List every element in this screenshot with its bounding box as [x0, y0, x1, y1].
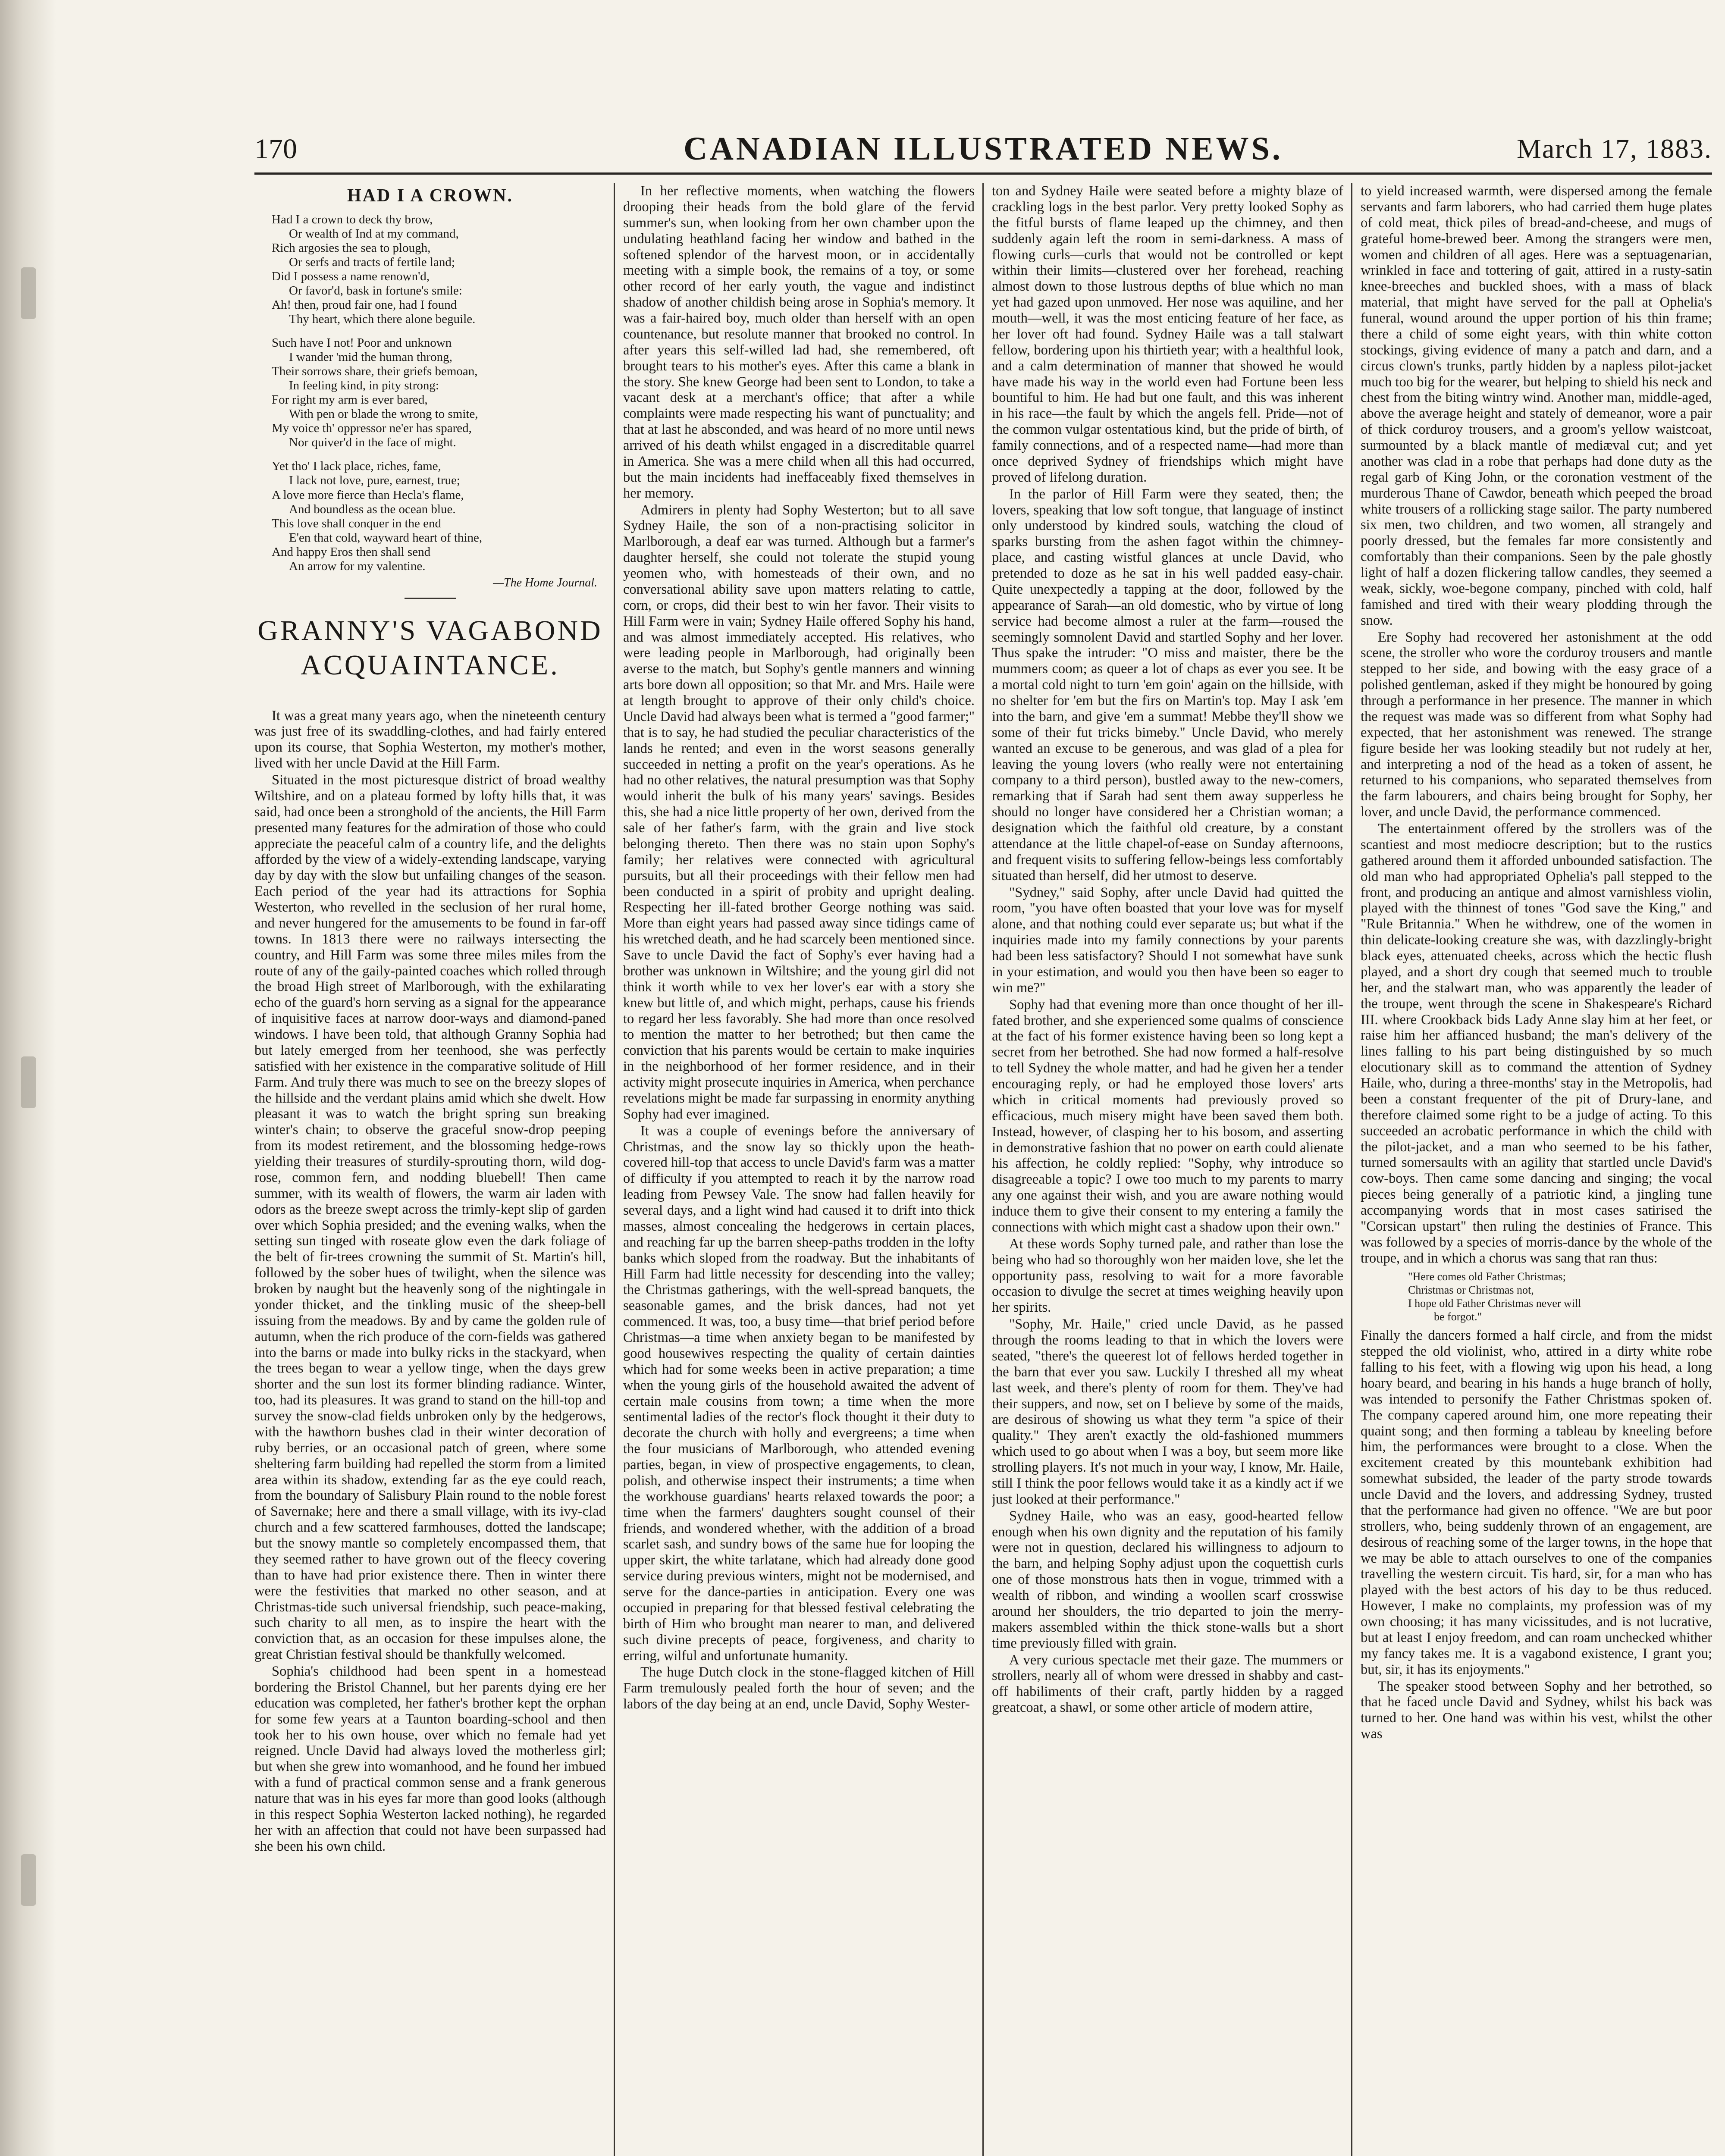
paragraph: ton and Sydney Haile were seated before a mighty blaze of crackling logs in the best parlor. Very pretty looked Sophy as the fitful bursts of flame leaped up the chimney, and then suddenly again left the room in semi-darkness. A mass of flowing curls—curls that would not be controlled or kept within their limits—clustered over her forehead, reaching almost down to those lustrous depths of blue which no man yet had gazed upon unmoved. Her nose was aquiline, and her mouth—well, it was the most enticing feature of her face, as her lover oft had found. Sydney Haile was a tall stalwart fellow, bordering upon his thirtieth year; with a healthful look, and a calm determination of manner that showed he would have made his way in the world even had Fortune been less bountiful to him. He had but one fault, and this was inherent in his race—the fault by which the angels fell. Pride—not of the common vulgar ostentatious kind, but the pride of birth, of family connections, and of a respected name—had more than once deprived Sydney of friendships which might have proved of lifelong duration. [992, 183, 1343, 485]
poem-line: Nor quiver'd in the face of might. [289, 436, 456, 450]
paragraph: to yield increased warmth, were dispersed among the female servants and farm laborers, who had carried them huge plates of cold meat, thick piles of bread-and-cheese, and mugs of grateful home-brewed beer. Among the strangers were men, women and children of all ages. Here was a septuagenarian, wrinkled in face and tottering of gait, attired in a rusty-satin knee-breeches and buckled shoes, with a mass of black material, that might have served for the pall at Ophelia's funeral, wound around the upper portion of his thin frame; there a child of some eight years, with thin white cotton stockings, giving evidence of many a patch and darn, and a circus clown's trunks, partly hidden by a napless pilot-jacket much too big for the wearer, but helping to shield his neck and chest from the biting wintry wind. Another man, middle-aged, above the average height and stately of demeanor, wore a pair of thick corduroy trousers, and a groom's yellow waistcoat, surmounted by a black mantle of mediæval cut; and yet another was clad in a robe that perhaps had done duty as the regal garb of King John, or the coronation vestment of the murderous Thane of Cawdor, beneath which peeped the broad white trousers of a rollicking stage sailor. The party numbered six men, two children, and two women, all strangely and poorly dressed, but the females far more consistently and comfortably than their companions. Seen by the pale ghostly light of half a dozen flickering tallow candles, they seemed a weak, sickly, woe-begone company, pinched with cold, half famished and tired with their weary plodding through the snow. [1361, 183, 1712, 628]
binding-mark [21, 1056, 36, 1108]
poem-line: A love more fierce than Hecla's flame, [272, 488, 464, 502]
poem-line: And happy Eros then shall send [272, 545, 431, 559]
poem-line: Yet tho' I lack place, riches, fame, [272, 459, 441, 473]
paragraph: The speaker stood between Sophy and her betrothed, so that he faced uncle David and Sydney, whilst his back was turned to her. One hand was within his vest, whilst the other was [1361, 1678, 1712, 1742]
column-rule [614, 183, 615, 2156]
story-title-line: GRANNY'S VAGABOND [257, 614, 603, 646]
paragraph: Finally the dancers formed a half circle, and from the midst stepped the old violinist, who, attired in a dirty white robe falling to his feet, with a flowing wig upon his head, a long hoary beard, and bearing in his hands a huge branch of holly, was intended to personify the Father Christmas spoken of. The company capered around him, one more repeating their quaint song; and then forming a tableau by kneeling before him, the performances were brought to a close. When the excitement created by this mountebank exhibition had somewhat subsided, the leader of the party strode towards uncle David and the lovers, and addressing Sydney, trusted that the performance had given no offence. "We are but poor strollers, who, being suddenly thrown of an engagement, are desirous of reaching some of the larger towns, in the hope that we may be able to attach ourselves to one of the companies travelling the western circuit. Tis hard, sir, for a man who has played with the best actors of his day to be thus reduced. However, I make no complaints, my profession was of my own choosing; it has many vicissitudes, and is not lucrative, but at least I enjoy freedom, and can roam unchecked whither my fancy takes me. It is a vagabond existence, I grant you; but, sir, it has its enjoyments." [1361, 1328, 1712, 1677]
column-1 [254, 183, 606, 2156]
newspaper-page [254, 125, 1712, 2156]
paragraph: Situated in the most picturesque district of broad wealthy Wiltshire, and on a plateau formed by lofty hills that, it was said, had once been a stronghold of the ancients, the Hill Farm presented many features for the admiration of those who could appreciate the peaceful calm of a country life, and the delights afforded by the view of a widely-extending landscape, varying day by day with the slow but unfailing changes of the season. Each period of the year had its attractions for Sophia Westerton, who revelled in the seclusion of her rural home, and never hungered for the amusements to be found in far-off towns. In 1813 there were no railways intersecting the country, and Hill Farm was some three miles miles from the route of any of the gaily-painted coaches which rolled through the broad High street of Marlborough, with the exhilarating echo of the guard's horn serving as a signal for the appearance of inquisitive faces at narrow door-ways and diamond-paned windows. I have been told, that although Granny Sophia had but lately emerged from her teenhood, she was perfectly satisfied with her existence in the comparative solitude of Hill Farm. And truly there was much to see on the breezy slopes of the hillside and the verdant plains amid which she dwelt. How pleasant it was to watch the bright spring sun breaking winter's chain; to observe the graceful snow-drop peeping from its modest retirement, and the blossoming hedge-rows yielding their treasures of sturdily-sprouting thorn, wild dog-rose, common fern, and nodding bluebell! Then came summer, with its wealth of flowers, the warm air laden with odors as the breeze swept across the trimly-kept slip of garden over which Sophia presided; and the evening walks, when the setting sun tinged with roseate glow even the dark foliage of the belt of fir-trees crowning the summit of St. Martin's hill, followed by the sober hues of twilight, when the silence was broken by naught but the heavenly song of the nightingale in yonder thicket, and the tinkling music of the sheep-bell issuing from the meadows. By and by came the golden rule of autumn, when the rich produce of the corn-fields was gathered into the barns or made into bulky ricks in the stackyard, when the trees began to wear a yellow tinge, when the days grew shorter and the sun lost its former blinding radiance. Winter, too, had its pleasures. It was grand to stand on the hill-top and survey the snow-clad fields unbroken only by the hedgerows, with the hawthorn bushes clad in their winter decoration of ruby berries, or an occasional patch of green, where some sheltering farm building had repelled the storm from a limited area within its shadow, extending far as the eye could reach, from the boundary of Salisbury Plain round to the noble forest of Savernake; here and there a small village, with its ivy-clad church and a few scattered farmhouses, dotted the landscape; but the snowy mantle so completely encompassed them, that they seemed rather to have grown out of the fleecy covering than to have had prior existence there. Then in winter there were the festivities that marked no other season, and at Christmas-tide such universal friendship, such peace-making, such charity to all men, as to inspire the heart with the conviction that, as an occasion for these impulses alone, the great Christian festival should be thankfully welcomed. [254, 772, 606, 1663]
verse-line: I hope old Father Christmas never will [1408, 1297, 1581, 1310]
verse-line: "Here comes old Father Christmas; [1408, 1270, 1566, 1283]
poem-line: And boundless as the ocean blue. [289, 502, 456, 516]
poem-line: Their sorrows share, their griefs bemoan, [272, 364, 478, 379]
poem-line: I wander 'mid the human throng, [289, 350, 452, 364]
paragraph: It was a couple of evenings before the anniversary of Christmas, and the snow lay so thickly upon the heath-covered hill-top that access to uncle David's farm was a matter of difficulty if you attempted to reach it by the narrow road leading from Pewsey Vale. The snow had fallen heavily for several days, and a light wind had caused it to drift into thick masses, almost concealing the hedgerows in certain places, and reaching far up the barren sheep-paths trodden in the lofty banks which sloped from the roadway. But the inhabitants of Hill Farm had little necessity for descending into the valley; the Christmas gatherings, with the well-spread banquets, the seasonable games, and the brisk dances, had not yet commenced. It was, too, a busy time—that brief period before Christmas—a time when anxiety began to be manifested by good housewives respecting the quality of certain dainties which had for some weeks been in active preparation; a time when the young girls of the household awaited the advent of certain male cousins from town; a time when the more sentimental ladies of the rector's flock thought it their duty to decorate the church with holly and evergreens; a time when the four musicians of Marlborough, who attended evening parties, began, in view of prospective engagements, to clean, polish, and otherwise inspect their instruments; a time when the workhouse guardians' hearts relaxed towards the poor; a time when the farmers' daughters sought counsel of their friends, and wondered whether, with the addition of a broad scarlet sash, and sundry bows of the same hue for looping the upper skirt, the white tarlatane, which had already done good service during previous winters, might not be modernised, and serve for the dance-parties in anticipation. Every one was occupied in preparing for that blessed festival celebrating the birth of Him who brought man nearer to man, and delivered such divine precepts of peace, forgiveness, and charity to erring, wilful and unfortunate humanity. [623, 1123, 975, 1664]
column-rule [1351, 183, 1352, 2156]
paragraph: The huge Dutch clock in the stone-flagged kitchen of Hill Farm tremulously pealed forth the hour of seven; and the labors of the day being at an end, uncle David, Sophy Wester- [623, 1664, 975, 1712]
section-divider [405, 598, 456, 599]
paragraph: At these words Sophy turned pale, and rather than lose the being who had so thoroughly won her maiden love, she let the opportunity pass, resolving to wait for a more favorable occasion to divulge the secret at times weighing heavily upon her spirits. [992, 1236, 1343, 1316]
poem-line: Or favor'd, bask in fortune's smile: [289, 283, 462, 298]
story-title-line: ACQUAINTANCE. [301, 649, 560, 681]
column-3 [992, 183, 1343, 2156]
poem-line: My voice th' oppressor ne'er has spared, [272, 421, 472, 436]
poem-line: With pen or blade the wrong to smite, [289, 407, 478, 421]
poem-line: Did I possess a name renown'd, [272, 269, 430, 283]
poem-line: Had I a crown to deck thy brow, [272, 212, 433, 226]
page-header [254, 125, 1712, 175]
article-columns [254, 183, 1712, 2156]
column-rule [982, 183, 984, 2156]
poem-line: Thy heart, which there alone beguile. [289, 312, 476, 326]
poem-line: For right my arm is ever bared, [272, 393, 428, 407]
paragraph: Sophia's childhood had been spent in a homestead bordering the Bristol Channel, but her parents dying ere her education was completed, her father's brother kept the orphan for some few years at a Taunton boarding-school and then took her to his own house, over which no female had yet reigned. Uncle David had always loved the motherless girl; but when she grew into womanhood, and he found her imbued with a fund of practical common sense and a frank generous nature that was in his eyes far more than good looks (although in this respect Sophia Westerton lacked nothing), he regarded her with an affection that could not have been surpassed had she been his own child. [254, 1664, 606, 1854]
story-title [254, 614, 606, 683]
poem-line: E'en that cold, wayward heart of thine, [289, 530, 483, 545]
paragraph: A very curious spectacle met their gaze. The mummers or strollers, nearly all of whom were dressed in shabby and cast-off habiliments of their craft, partly hidden by a ragged greatcoat, a shawl, or some other article of modern attire, [992, 1652, 1343, 1716]
paragraph: The entertainment offered by the strollers was of the scantiest and most mediocre description; but to the rustics gathered around them it afforded unbounded satisfaction. The old man who had appropriated Ophelia's pall stepped to the front, and producing an antique and almost varnishless violin, played with the thinnest of tones "God save the King," and "Rule Britannia." When he withdrew, one of the women in thin delicate-looking creature she was, with dazzlingly-bright black eyes, attenuated cheeks, across which the hectic flush played, and a short dry cough that seemed much to trouble her, and the stalwart man, who was apparently the leader of the troupe, went through the scene in Shakespeare's Richard III. where Crookback bids Lady Anne slay him at her feet, or raise him her affianced husband; the man's delivery of the lines falling to his part being distinguished by so much elocutionary skill as to command the attention of Sydney Haile, who, during a three-months' stay in the Metropolis, had been a constant frequenter of the pit of Drury-lane, and therefore claimed some right to be a judge of acting. To this succeeded an acrobatic performance in which the child with the pilot-jacket, and a man who seemed to be his father, turned somersaults with an agility that startled uncle David's cow-boys. Then came some dancing and singing; the vocal pieces being generally of a patriotic kind, a jingling tune accompanying words that in most cases satirised the "Corsican upstart" then ruling the destinies of France. This was followed by a species of morris-dance by the whole of the troupe, and in which a chorus was sang that ran thus: [1361, 821, 1712, 1266]
paragraph: Sophy had that evening more than once thought of her ill-fated brother, and she experienced some qualms of conscience at the fact of his former existence having been so long kept a secret from her betrothed. She had now formed a half-resolve to tell Sydney the whole matter, and had he given her a tender encouraging reply, or had he employed those lovers' arts which in critical moments had previously proved so efficacious, much misery might have been saved them both. Instead, however, of clasping her to his bosom, and asserting in demonstrative fashion that no power on earth could alienate his affection, he coldly replied: "Sophy, why introduce so disagreeable a topic? I owe too much to my parents to marry any one against their wish, and you are aware nothing would induce them to give their consent to my entering a family the connections with which might cast a shadow upon their own." [992, 997, 1343, 1235]
paragraph: In her reflective moments, when watching the flowers drooping their heads from the bold glare of the fervid summer's sun, when looking from her own chamber upon the undulating heathland facing her window and bathed in the softened splendor of the harvest moon, or in accidentally meeting with a simple book, the remains of a toy, or some other record of her early youth, the vague and indistinct shadow of another childish being arose in Sophia's memory. It was a fair-haired boy, much older than herself with an open countenance, but resolute manner that brooked no control. In after years this self-willed lad had, she remembered, oft brought tears to his mother's eyes. After this came a blank in the story. She knew George had been sent to London, to take a vacant desk at a merchant's office; that after a while complaints were made respecting his want of punctuality; and that at last he absconded, and was heard of no more until news arrived of his death whilst engaged in a discreditable quarrel in America. She was a mere child when all this had occurred, but the main incidents had ineffaceably fixed themselves in her memory. [623, 183, 975, 501]
song-verse [1361, 1270, 1712, 1324]
poem-line: An arrow for my valentine. [289, 559, 426, 573]
poem-line: Or wealth of Ind at my command, [289, 226, 459, 241]
poem-line: Rich argosies the sea to plough, [272, 241, 431, 255]
binding-mark [21, 267, 36, 319]
paragraph: It was a great many years ago, when the nineteenth century was just free of its swaddling-clothes, and had fairly entered upon its course, that Sophia Westerton, my mother's mother, lived with her uncle David at the Hill Farm. [254, 708, 606, 771]
poem-line: Such have I not! Poor and unknown [272, 336, 452, 350]
column-2 [623, 183, 975, 2156]
verse-line: be forgot." [1434, 1310, 1482, 1323]
poem-line: I lack not love, pure, earnest, true; [289, 473, 460, 488]
poem-line: Or serfs and tracts of fertile land; [289, 255, 455, 269]
issue-date: March 17, 1883. [1516, 133, 1712, 164]
poem-title: HAD I A CROWN. [347, 186, 514, 206]
page-number: 170 [254, 133, 297, 165]
verse-line: Christmas or Christmas not, [1408, 1283, 1534, 1296]
paragraph: Sydney Haile, who was an easy, good-hearted fellow enough when his own dignity and the reputation of his family were not in question, declared his willingness to adjourn to the barn, and helping Sophy adjust upon the coquettish curls one of those monstrous hats then in vogue, trimmed with a wealth of ribbon, and winding a woollen scarf crosswise around her shoulders, the trio departed to join the merry-makers assembled within the thick stone-walls but a short time previously filled with grain. [992, 1508, 1343, 1651]
poem-line: Ah! then, proud fair one, had I found [272, 298, 457, 312]
paragraph: "Sydney," said Sophy, after uncle David had quitted the room, "you have often boasted that your love was for myself alone, and that nothing could ever separate us; but what if the inquiries made into my family connections by your parents had been less satisfactory? Should I not somewhat have sunk in your estimation, and would you then have been so eager to win me?" [992, 884, 1343, 996]
paragraph: Ere Sophy had recovered her astonishment at the odd scene, the stroller who wore the corduroy trousers and mantle stepped to her side, and bowing with the easy grace of a polished gentleman, asked if they might be honoured by going through a performance in her presence. The manner in which the request was made was so different from what Sophy had expected, that her astonishment was renewed. The strange figure beside her was looking steadily but not rudely at her, and interpreting a nod of the head as a token of assent, he returned to his companions, who separated themselves from the farm labourers, and chairs being brought for Sophy, her lover, and uncle David, the performance commenced. [1361, 629, 1712, 820]
poem-attribution: —The Home Journal. [493, 576, 597, 589]
poem-line: In feeling kind, in pity strong: [289, 379, 439, 393]
column-4 [1361, 183, 1712, 2156]
poem-body [254, 213, 606, 573]
paragraph: In the parlor of Hill Farm were they seated, then; the lovers, speaking that low soft tongue, that language of instinct only understood by kindred souls, watching the cloud of sparks bursting from the ashen fagot within the chimney-place, and casting wistful glances at uncle David, who pretended to doze as he sat in his well padded easy-chair. Quite unexpectedly a tapping at the door, followed by the appearance of Sarah—an old domestic, who by virtue of long service had become almost a ruler at the farm—roused the seemingly somnolent David and startled Sophy and her lover. Thus spake the intruder: "O miss and maister, there be the mummers coom; as queer a lot of chaps as ever you see. It be a mortal cold night to turn 'em goin' again on the hillside, with no shelter for 'em but the firs on Martin's top. May I ask 'em into the barn, and give 'em a summat! Mebbe they'll show we some of their fut tricks bimeby." Uncle David, who merely wanted an excuse to be generous, and was glad of a plea for leaving the young lovers (who really were not entertaining company to a third person), bustled away to the new-comers, remarking that if Sarah had sent them away supperless he should no longer have considered her a Christian woman; a designation which the faithful old creature, by a constant attendance at the little chapel-of-ease on Sunday afternoons, and frequent visits to suffering fellow-beings less comfortably situated than herself, did her utmost to deserve. [992, 486, 1343, 884]
masthead: CANADIAN ILLUSTRATED NEWS. [684, 131, 1283, 167]
binding-mark [21, 1854, 36, 1906]
paragraph: Admirers in plenty had Sophy Westerton; but to all save Sydney Haile, the son of a non-practising solicitor in Marlborough, a deaf ear was turned. Although but a farmer's daughter herself, she could not tolerate the stupid young yeomen who, with homesteads of their own, and no conversational ability save upon matters relating to cattle, corn, or crops, did their best to win her favor. Their visits to Hill Farm were in vain; Sydney Haile offered Sophy his hand, and was almost immediately accepted. His relatives, who were leading people in Marlborough, had originally been averse to the match, but Sophy's gentle manners and winning arts bore down all opposition; so that Mr. and Mrs. Haile were at length brought to approve of their only child's choice. Uncle David had always been what is termed a "good farmer;" that is to say, he had studied the peculiar characteristics of the lands he rented; and even in the worst seasons generally succeeded in netting a profit on the year's operations. As he had no other relatives, the natural presumption was that Sophy would inherit the bulk of his many years' savings. Besides this, she had a nice little property of her own, derived from the sale of her father's farm, with the grain and live stock belonging thereto. Then there was no stain upon Sophy's family; her relatives were connected with agricultural pursuits, but all their proceedings with their fellow men had been conducted in a spirit of probity and upright dealing. Respecting her ill-fated brother George nothing was said. More than eight years had passed away since tidings came of his wretched death, and he had scarcely been mentioned since. Save to uncle David the fact of Sophy's ever having had a brother was unknown in Wiltshire; and the young girl did not think it worth while to vex her lover's ear with a story she knew but little of, and which might, perhaps, cause his friends to regard her less favorably. She had more than once resolved to mention the matter to her betrothed; but then came the conviction that his parents would be certain to make inquiries in the neighborhood of her former residence, and in their activity might prosecute inquiries in America, when perchance revelations might be made far surpassing in enormity anything Sophy had ever imagined. [623, 502, 975, 1122]
poem-line: This love shall conquer in the end [272, 516, 442, 530]
paragraph: "Sophy, Mr. Haile," cried uncle David, as he passed through the rooms leading to that in which the lovers were seated, "there's the queerest lot of fellows herded together in the barn that ever you saw. Luckily I threshed all my wheat last week, and there's plenty of room for them. They've had their suppers, and now, set on I believe by some of the maids, are desirous of showing us what they term "a spice of their quality." They aren't exactly the old-fashioned mummers which used to go about when I was a boy, but seem more like strolling players. It's not much in your way, I know, Mr. Haile, still I think the poor fellows would take it as a kindly act if we just looked at their performance." [992, 1316, 1343, 1507]
